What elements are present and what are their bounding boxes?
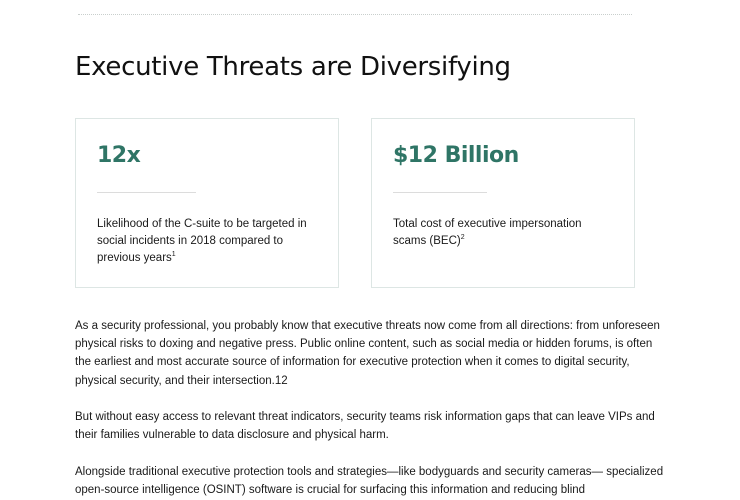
stat-description xyxy=(393,216,613,250)
stat-divider xyxy=(97,192,196,193)
footnote-ref[interactable]: 2 xyxy=(460,234,465,242)
stat-description xyxy=(97,216,317,267)
stat-divider xyxy=(393,192,487,193)
stat-value: 12x xyxy=(97,143,141,168)
stat-description-text: Total cost of executive impersonation scams (BEC) xyxy=(393,218,582,247)
top-divider xyxy=(78,14,632,15)
body-paragraph: As a security professional, you probably know that executive threats now come from all directions: from unforeseen physical risks to doxing and negative press. Public online content, such as social media or hidden forums, is often the earliest and most accurate source of information for executive protection when it comes to digital security, physical security, and their intersection.12 xyxy=(75,320,660,387)
stat-card-bec xyxy=(371,118,635,288)
section-heading: Executive Threats are Diversifying xyxy=(75,52,511,82)
body-paragraph: Alongside traditional executive protection tools and strategies—like bodyguards and security cameras— specialized open-source intelligence (OSINT) software is crucial for surfacing this information and reducing blind xyxy=(75,466,664,497)
stat-description-text: Likelihood of the C-suite to be targeted in social incidents in 2018 compared to previous years xyxy=(97,218,307,264)
stat-card-c-suite xyxy=(75,118,339,288)
stat-value: $12 Billion xyxy=(393,143,519,168)
footnote-ref[interactable]: 1 xyxy=(171,251,176,259)
body-paragraph: But without easy access to relevant threat indicators, security teams risk information gaps that can leave VIPs and their families vulnerable to data disclosure and physical harm. xyxy=(75,411,655,442)
